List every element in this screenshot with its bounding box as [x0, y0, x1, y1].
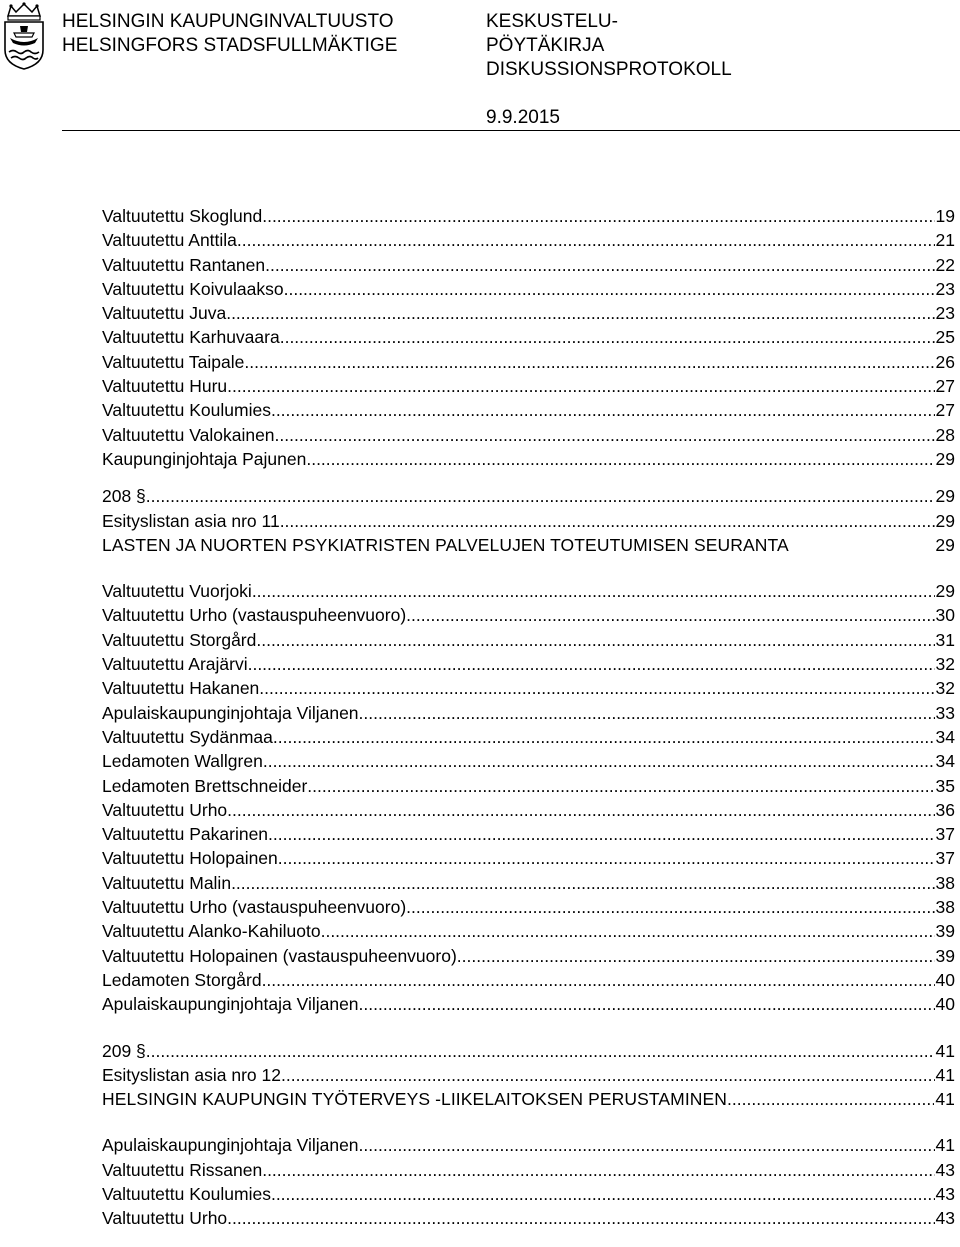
toc-entry-page: 23	[935, 303, 955, 324]
toc-entry[interactable]	[102, 603, 955, 627]
toc-entry-label: Valtuutettu Urho (vastauspuheenvuoro)	[102, 605, 407, 626]
toc-entry[interactable]	[102, 253, 955, 277]
toc-entry-page: 32	[935, 654, 955, 675]
toc-entry-page: 29	[935, 581, 955, 602]
toc-entry-page: 39	[935, 921, 955, 942]
document-date: 9.9.2015	[486, 107, 560, 128]
toc-entry-page: 30	[935, 605, 955, 626]
toc-leader-dots	[727, 1087, 934, 1111]
document-header	[0, 0, 960, 132]
toc-leader-dots	[359, 701, 935, 725]
toc-entry-page: 25	[935, 327, 955, 348]
toc-leader-dots	[273, 725, 935, 749]
toc-leader-dots	[237, 228, 935, 252]
toc-entry[interactable]	[102, 895, 955, 919]
toc-entry-label: Valtuutettu Hakanen	[102, 678, 260, 699]
toc-leader-dots	[265, 253, 934, 277]
toc-entry-label: Ledamoten Wallgren	[102, 751, 263, 772]
toc-entry-label: Kaupunginjohtaja Pajunen	[102, 448, 307, 469]
table-of-contents	[102, 204, 955, 1231]
toc-entry-label: Esityslistan asia nro 12	[102, 1064, 281, 1085]
toc-entry-label: 209 §	[102, 1040, 146, 1061]
toc-entry[interactable]	[102, 1182, 955, 1206]
toc-entry[interactable]	[102, 749, 955, 773]
toc-entry[interactable]	[102, 676, 955, 700]
toc-entry-page: 38	[935, 897, 955, 918]
document-type-line-3: DISKUSSIONSPROTOKOLL	[486, 59, 732, 80]
toc-entry-page: 43	[935, 1208, 955, 1229]
toc-entry-label: Valtuutettu Karhuvaara	[102, 327, 280, 348]
toc-entry-label: 208 §	[102, 486, 146, 507]
toc-entry-page: 41	[935, 1135, 955, 1156]
toc-entry-label: Valtuutettu Pakarinen	[102, 824, 269, 845]
toc-entry[interactable]	[102, 1063, 955, 1087]
toc-entry-page: 40	[935, 994, 955, 1015]
toc-entry[interactable]	[102, 301, 955, 325]
toc-entry-label: Ledamoten Brettschneider	[102, 775, 308, 796]
toc-entry-label: Valtuutettu Taipale	[102, 351, 245, 372]
toc-entry[interactable]	[102, 1206, 955, 1230]
toc-entry-page: 29	[935, 534, 955, 555]
toc-leader-dots	[280, 325, 935, 349]
toc-entry[interactable]	[102, 822, 955, 846]
toc-entry-label: Valtuutettu Koulumies	[102, 400, 271, 421]
toc-entry[interactable]	[102, 1158, 955, 1182]
toc-entry-page: 29	[935, 510, 955, 531]
toc-entry-page: 28	[935, 424, 955, 445]
toc-entry[interactable]	[102, 423, 955, 447]
toc-leader-dots	[406, 603, 934, 627]
toc-entry-page: 37	[935, 824, 955, 845]
toc-leader-dots	[262, 204, 934, 228]
toc-entry-page: 23	[935, 278, 955, 299]
header-divider	[62, 130, 960, 131]
toc-section-entry[interactable]	[102, 1039, 955, 1063]
toc-entry-label: Valtuutettu Anttila	[102, 230, 237, 251]
toc-leader-dots	[259, 676, 934, 700]
toc-entry-page: 26	[935, 351, 955, 372]
toc-leader-dots	[268, 822, 934, 846]
toc-entry-page: 19	[935, 206, 955, 226]
toc-entry-page: 29	[935, 486, 955, 507]
organization-name-sv: HELSINGFORS STADSFULLMÄKTIGE	[62, 35, 398, 56]
toc-leader-dots	[284, 277, 935, 301]
document-type-line-2: PÖYTÄKIRJA	[486, 35, 605, 56]
toc-leader-dots	[280, 509, 935, 533]
toc-entry[interactable]	[102, 774, 955, 798]
toc-entry[interactable]	[102, 628, 955, 652]
toc-leader-dots	[263, 749, 935, 773]
toc-entry-page: 27	[935, 400, 955, 421]
toc-entry-label: Valtuutettu Urho	[102, 1208, 228, 1229]
toc-leader-dots	[321, 919, 935, 943]
toc-entry[interactable]	[102, 725, 955, 749]
toc-entry-label: Valtuutettu Arajärvi	[102, 654, 248, 675]
toc-entry-page: 35	[935, 775, 955, 796]
toc-leader-dots	[359, 1133, 935, 1157]
toc-entry-page: 36	[935, 799, 955, 820]
toc-entry-label: Valtuutettu Holopainen (vastauspuheenvuoro)	[102, 945, 457, 966]
toc-entry[interactable]	[102, 228, 955, 252]
toc-entry[interactable]	[102, 509, 955, 533]
toc-leader-dots	[146, 1039, 935, 1063]
toc-leader-dots	[278, 846, 935, 870]
toc-entry-label: Valtuutettu Rissanen	[102, 1159, 263, 1180]
toc-topic-entry[interactable]	[102, 533, 955, 557]
toc-leader-dots	[275, 423, 935, 447]
toc-entry[interactable]	[102, 944, 955, 968]
toc-entry[interactable]	[102, 350, 955, 374]
toc-leader-dots	[227, 1206, 934, 1230]
toc-entry-label: HELSINGIN KAUPUNGIN TYÖTERVEYS -LIIKELAITOKSEN PERUSTAMINEN	[102, 1089, 728, 1110]
toc-leader-dots	[271, 398, 935, 422]
toc-entry-label: Valtuutettu Rantanen	[102, 254, 266, 275]
toc-entry[interactable]	[102, 919, 955, 943]
toc-entry-page: 37	[935, 848, 955, 869]
toc-entry-label: LASTEN JA NUORTEN PSYKIATRISTEN PALVELUJEN TOTEUTUMISEN SEURANTA	[102, 534, 789, 555]
toc-entry-label: Valtuutettu Holopainen	[102, 848, 278, 869]
toc-entry-page: 33	[935, 702, 955, 723]
toc-entry-label: Valtuutettu Huru	[102, 376, 228, 397]
toc-leader-dots	[256, 628, 934, 652]
organization-name-fi: HELSINGIN KAUPUNGINVALTUUSTO	[62, 11, 394, 32]
toc-entry-label: Valtuutettu Koivulaakso	[102, 278, 284, 299]
toc-entry-label: Valtuutettu Vuorjoki	[102, 581, 252, 602]
toc-entry[interactable]	[102, 204, 955, 228]
toc-entry-label: Valtuutettu Alanko-Kahiluoto	[102, 921, 321, 942]
toc-entry[interactable]	[102, 325, 955, 349]
toc-leader-dots	[231, 871, 934, 895]
toc-entry[interactable]	[102, 447, 955, 471]
document-type	[486, 10, 732, 82]
toc-leader-dots	[227, 798, 934, 822]
toc-entry[interactable]	[102, 798, 955, 822]
toc-leader-dots	[226, 301, 934, 325]
toc-leader-dots	[262, 1158, 934, 1182]
toc-entry-page: 41	[935, 1040, 955, 1061]
toc-entry-label: Valtuutettu Sydänmaa	[102, 726, 273, 747]
toc-entry[interactable]	[102, 871, 955, 895]
toc-entry-page: 31	[935, 629, 955, 650]
toc-entry-label: Valtuutettu Koulumies	[102, 1183, 271, 1204]
document-type-line-1: KESKUSTELU-	[486, 11, 618, 32]
toc-entry-label: Valtuutettu Urho (vastauspuheenvuoro)	[102, 897, 407, 918]
toc-entry-page: 34	[935, 726, 955, 747]
toc-entry[interactable]	[102, 398, 955, 422]
toc-entry-label: Valtuutettu Valokainen	[102, 424, 275, 445]
toc-entry-label: Valtuutettu Urho	[102, 799, 228, 820]
toc-entry-label: Apulaiskaupunginjohtaja Viljanen	[102, 702, 359, 723]
toc-entry[interactable]	[102, 701, 955, 725]
toc-entry-label: Apulaiskaupunginjohtaja Viljanen	[102, 994, 359, 1015]
toc-entry[interactable]	[102, 579, 955, 603]
toc-entry-page: 34	[935, 751, 955, 772]
toc-entry[interactable]	[102, 968, 955, 992]
toc-entry-page: 39	[935, 945, 955, 966]
toc-leader-dots	[406, 895, 934, 919]
toc-entry-label: Valtuutettu Skoglund	[102, 206, 263, 226]
toc-leader-dots	[359, 992, 935, 1016]
toc-leader-dots	[457, 944, 935, 968]
toc-entry-page: 29	[935, 448, 955, 469]
toc-entry[interactable]	[102, 277, 955, 301]
toc-entry-page: 43	[935, 1159, 955, 1180]
toc-entry-label: Apulaiskaupunginjohtaja Viljanen	[102, 1135, 359, 1156]
toc-entry[interactable]	[102, 846, 955, 870]
toc-leader-dots	[262, 968, 935, 992]
toc-leader-dots	[307, 774, 934, 798]
toc-entry[interactable]	[102, 374, 955, 398]
toc-topic-entry[interactable]	[102, 1087, 955, 1111]
toc-leader-dots	[281, 1063, 935, 1087]
toc-section-entry[interactable]	[102, 484, 955, 508]
toc-leader-dots	[271, 1182, 935, 1206]
toc-entry-page: 41	[935, 1064, 955, 1085]
toc-entry[interactable]	[102, 652, 955, 676]
toc-entry-label: Valtuutettu Storgård	[102, 629, 257, 650]
toc-entry-page: 38	[935, 872, 955, 893]
toc-entry[interactable]	[102, 1133, 955, 1157]
toc-entry-page: 41	[935, 1089, 955, 1110]
toc-entry[interactable]	[102, 992, 955, 1016]
toc-entry-label: Valtuutettu Malin	[102, 872, 232, 893]
toc-entry-page: 27	[935, 376, 955, 397]
toc-leader-dots	[227, 374, 934, 398]
helsinki-coat-of-arms-icon	[2, 2, 46, 70]
toc-leader-dots	[248, 652, 935, 676]
toc-entry-page: 21	[935, 230, 955, 251]
toc-leader-dots	[244, 350, 934, 374]
organization-name	[62, 10, 397, 58]
toc-leader-dots	[252, 579, 935, 603]
toc-entry-label: Esityslistan asia nro 11	[102, 510, 280, 531]
toc-entry-label: Ledamoten Storgård	[102, 969, 262, 990]
toc-entry-page: 40	[935, 969, 955, 990]
toc-entry-page: 22	[935, 254, 955, 275]
toc-leader-dots	[146, 484, 935, 508]
toc-entry-page: 43	[935, 1183, 955, 1204]
toc-entry-label: Valtuutettu Juva	[102, 303, 227, 324]
toc-entry-page: 32	[935, 678, 955, 699]
toc-leader-dots	[306, 447, 934, 471]
